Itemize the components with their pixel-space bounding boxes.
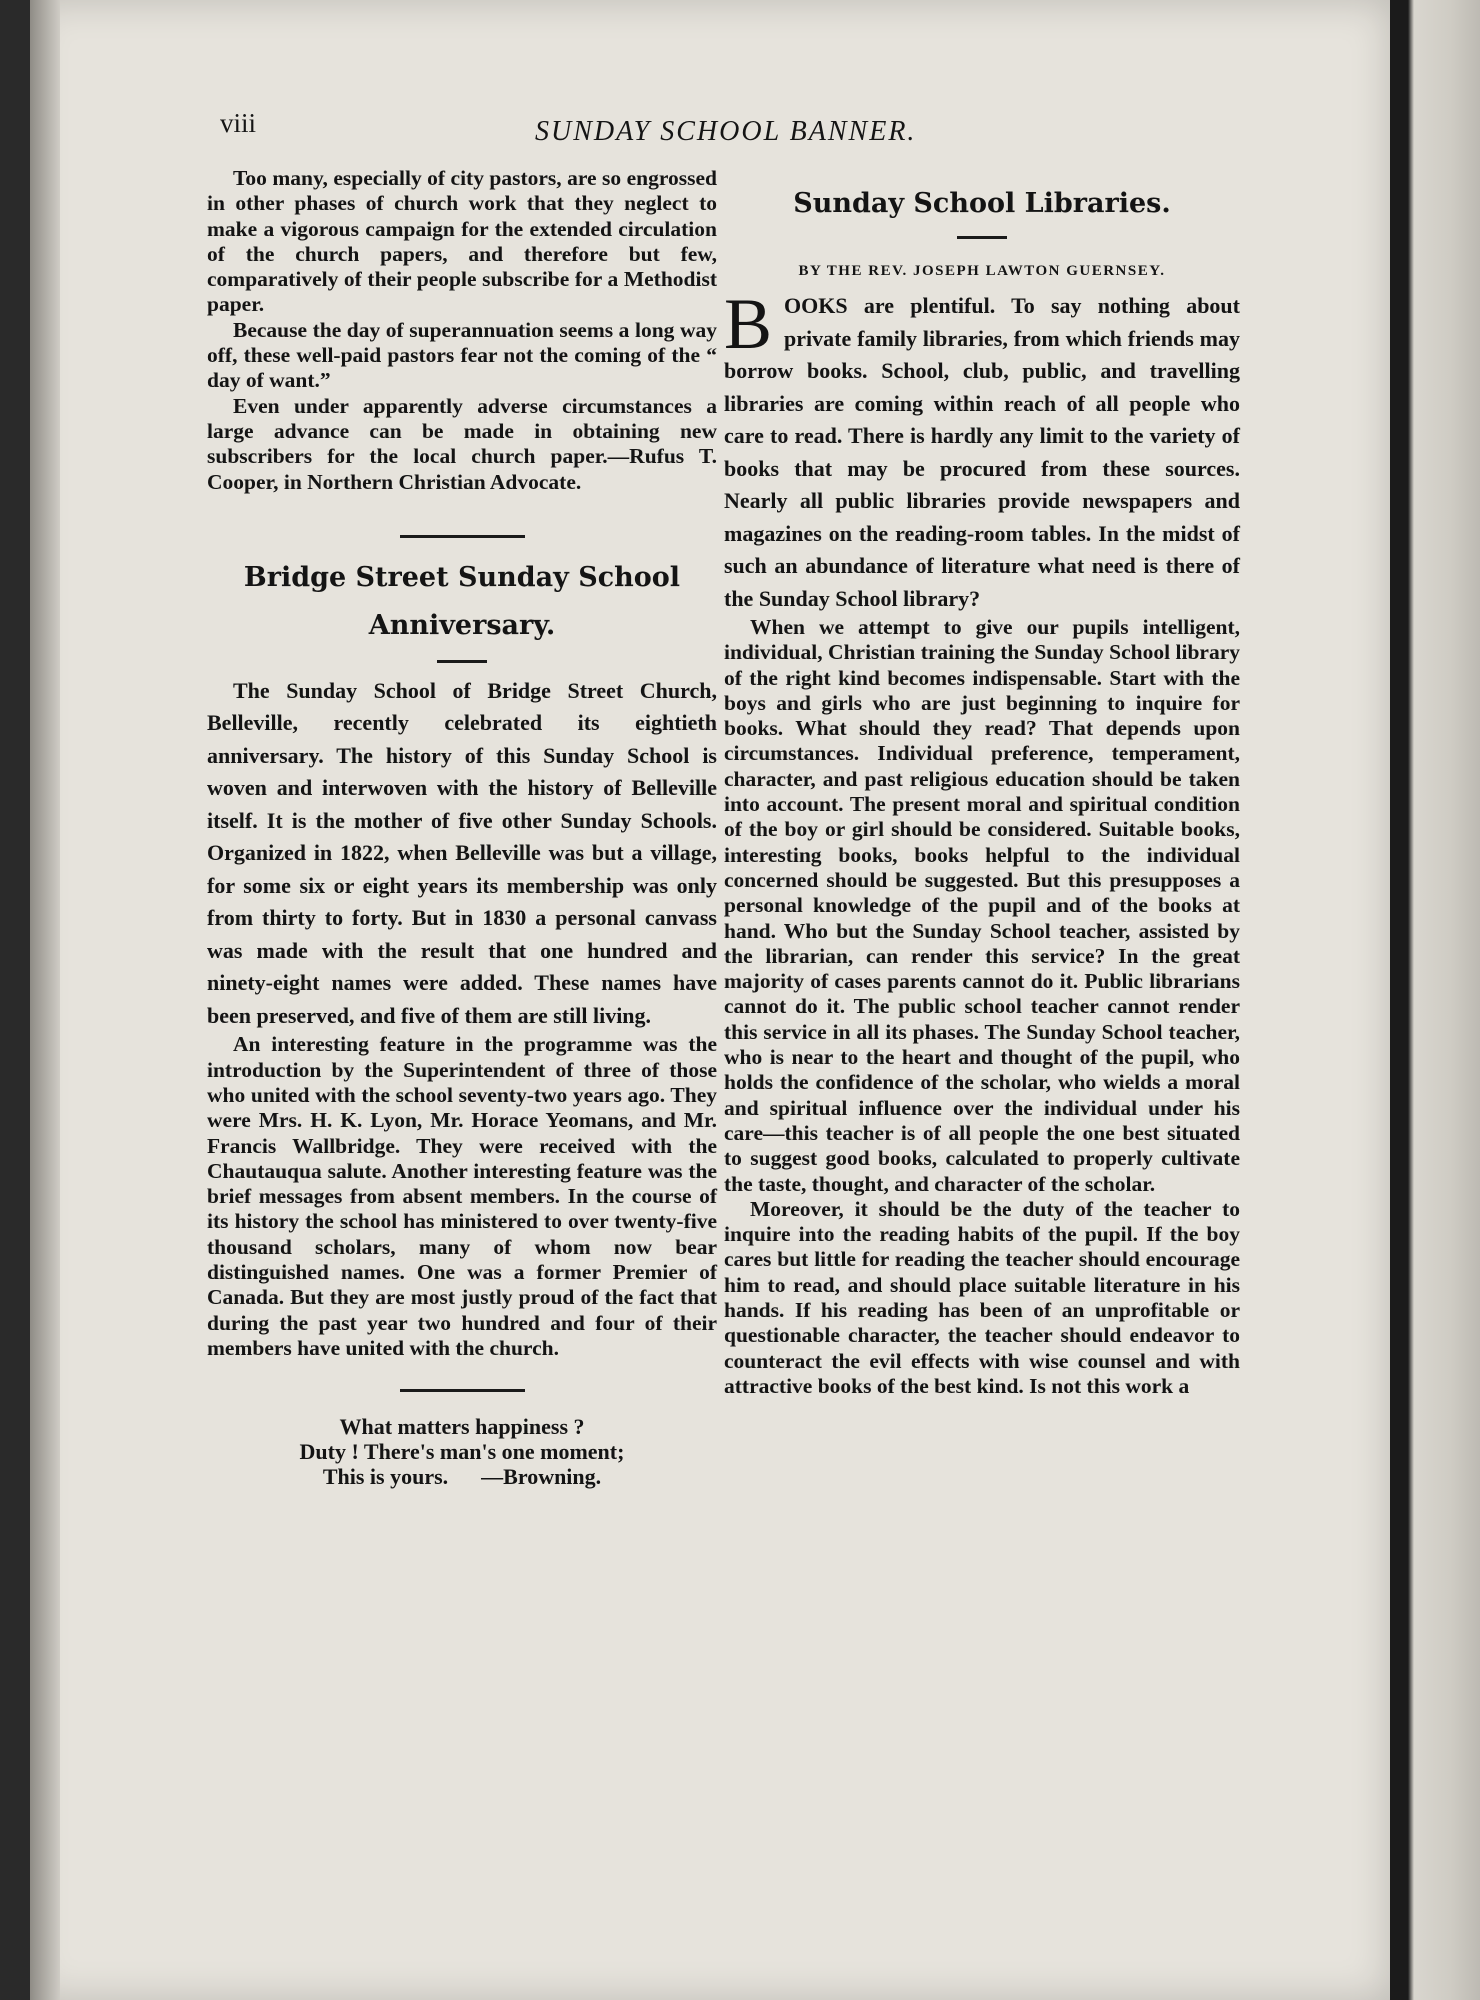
- paragraph: When we attempt to give our pupils intelligent, individual, Christian training the Sunday School library of the right kind becomes indispensable. Start with the boys and girls who are just beginning to inquire for books. What should they read? That depends upon circumstances. Individual preference, temperament, character, and past religious education should be taken into account. The present moral and spiritual condition of the boy or girl should be considered. Suitable books, interesting books, books helpful to the individual concerned should be suggested. But this presupposes a personal knowledge of the pupil and of the books at hand. Who but the Sunday School teacher, assisted by the librarian, can render this service? In the great majority of cases parents cannot do it. Public librarians cannot do it. The public school teacher cannot render this service in all its phases. The Sunday School teacher, who is near to the heart and thought of the pupil, who holds the confidence of the scholar, who wields a moral and spiritual influence over the individual under his care—this teacher is of all people the one best situated to suggest good books, calculated to properly cultivate the taste, thought, and character of the scholar.: [724, 615, 1240, 1196]
- running-title: SUNDAY SCHOOL BANNER.: [535, 116, 917, 147]
- byline: BY THE REV. JOSEPH LAWTON GUERNSEY.: [798, 263, 1166, 279]
- left-column: [207, 166, 717, 1489]
- page-folio: viii: [220, 108, 257, 138]
- right-column: [724, 180, 1240, 1399]
- paragraph: The Sunday School of Bridge Street Church, Belleville, recently celebrated its eightieth anniversary. The history of this Sunday School is woven and interwoven with the history of Belleville itself. It is the mother of five other Sunday Schools. Organized in 1822, when Belleville was but a village, for some six or eight years its membership was only from thirty to forty. But in 1830 a personal canvass was made with the result that one hundred and ninety-eight names were added. These names have been preserved, and five of them are still living.: [207, 677, 717, 1028]
- paragraph: [724, 284, 1240, 615]
- paragraph: Even under apparently adverse circumstances a large advance can be made in obtaining new subscribers for the local church paper.—Rufus T. Cooper, in Northern Christian Advocate.: [207, 393, 717, 494]
- page-edge: [1390, 0, 1480, 2000]
- paragraph: Because the day of superannuation seems a long way off, these well-paid pastors fear not the coming of the “ day of want.”: [207, 317, 717, 393]
- poem-line: What matters happiness ?: [339, 1414, 585, 1440]
- paragraph: An interesting feature in the programme was the introduction by the Superintendent of three of those who united with the school seventy-two years ago. They were Mrs. H. K. Lyon, Mr. Horace Yeomans, and Mr. Francis Wallbridge. They were received with the Chautauqua salute. Another interesting feature was the brief messages from absent members. In the course of its history the school has ministered to over twenty-five thousand scholars, many of whom now bear distinguished names. One was a former Premier of Canada. But they are most justly proud of the fact that during the past year two hundred and four of their members have united with the church.: [207, 1032, 717, 1360]
- poem-quote: [207, 1414, 717, 1489]
- article-heading-line: Bridge Street Sunday School: [243, 561, 681, 593]
- poem-line: Duty ! There's man's one moment;: [299, 1439, 625, 1465]
- paragraph: Moreover, it should be the duty of the teacher to inquire into the reading habits of the pupil. If the boy cares but little for reading the teacher should encourage him to read, and should place suitable literature in his hands. If his reading has been of an unprofitable or questionable character, the teacher should endeavor to counteract the evil effects with wise counsel and with attractive books of the best kind. Is not this work a: [724, 1196, 1240, 1398]
- spine-shadow: [30, 0, 60, 2000]
- article-heading-line: Anniversary.: [368, 609, 556, 641]
- paragraph-text: OOKS are plentiful. To say nothing about private family libraries, from which friends may borrow books. School, club, public, and travelling libraries are coming within reach of all people who care to read. There is hardly any limit to the variety of books that may be procured from these sources. Nearly all public libraries provide newspapers and magazines on the reading-room tables. In the midst of such an abundance of literature what need is there of the Sunday School library?: [724, 293, 1240, 611]
- paragraph: Too many, especially of city pastors, are so engrossed in other phases of church work that they neglect to make a vigorous campaign for the extended circulation of the church papers, and therefore but few, comparatively of their people subscribe for a Methodist paper.: [207, 166, 717, 317]
- drop-cap: B: [724, 284, 773, 364]
- poem-line: This is yours. —Browning.: [322, 1464, 602, 1490]
- heading-divider: [957, 236, 1007, 239]
- article-heading: [207, 554, 717, 650]
- article-heading: Sunday School Libraries.: [793, 188, 1171, 219]
